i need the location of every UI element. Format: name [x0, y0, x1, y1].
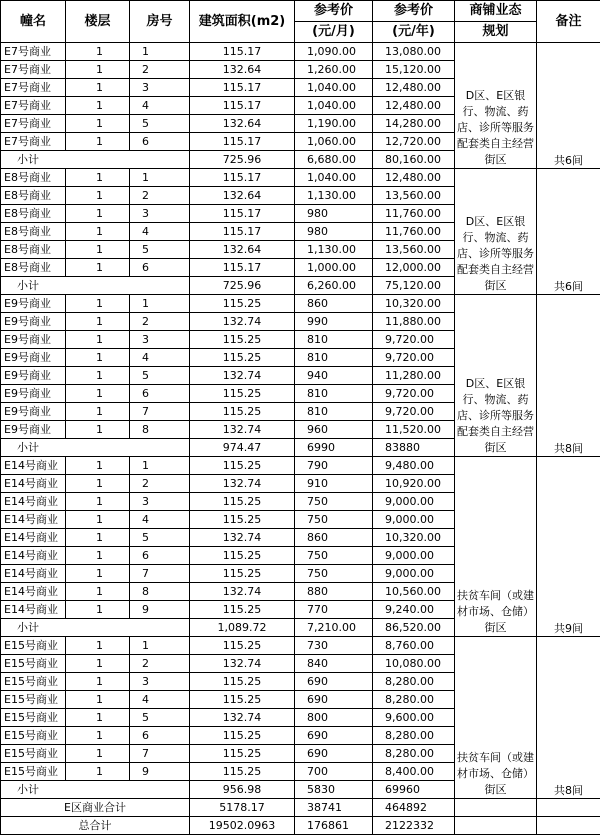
yearly-price-cell: 9,000.00: [373, 493, 455, 511]
monthly-price-cell: 1,060.00: [295, 133, 373, 151]
monthly-price-cell: 980: [295, 223, 373, 241]
district-total-row: [1, 799, 600, 817]
area-cell: 115.25: [190, 745, 295, 763]
building-name-cell: E8号商业: [1, 205, 66, 223]
room-number-cell: 5: [130, 367, 190, 385]
yearly-price-cell: 9,720.00: [373, 403, 455, 421]
table-row: [1, 457, 600, 475]
area-cell: 132.64: [190, 115, 295, 133]
monthly-price-cell: 750: [295, 547, 373, 565]
monthly-price-cell: 790: [295, 457, 373, 475]
table-row: [1, 169, 600, 187]
district-total-monthly: 38741: [295, 799, 373, 817]
yearly-price-cell: 10,320.00: [373, 529, 455, 547]
header-note: 备注: [537, 1, 600, 43]
building-name-cell: E9号商业: [1, 367, 66, 385]
table-header: [1, 1, 600, 43]
subtotal-monthly: 6,680.00: [295, 151, 373, 169]
area-cell: 132.64: [190, 241, 295, 259]
yearly-price-cell: 8,400.00: [373, 763, 455, 781]
building-name-cell: E15号商业: [1, 655, 66, 673]
yearly-price-cell: 8,760.00: [373, 637, 455, 655]
subtotal-area: 725.96: [190, 151, 295, 169]
monthly-price-cell: 1,090.00: [295, 43, 373, 61]
monthly-price-cell: 990: [295, 313, 373, 331]
floor-cell: 1: [66, 565, 130, 583]
monthly-price-cell: 1,130.00: [295, 187, 373, 205]
subtotal-monthly: 6990: [295, 439, 373, 457]
floor-cell: 1: [66, 259, 130, 277]
yearly-price-cell: 10,080.00: [373, 655, 455, 673]
building-name-cell: E15号商业: [1, 691, 66, 709]
yearly-price-cell: 14,280.00: [373, 115, 455, 133]
area-cell: 132.74: [190, 529, 295, 547]
district-total-plan-blank: [455, 799, 537, 817]
yearly-price-cell: 9,000.00: [373, 511, 455, 529]
room-number-cell: 3: [130, 673, 190, 691]
monthly-price-cell: 750: [295, 493, 373, 511]
area-cell: 132.74: [190, 709, 295, 727]
monthly-price-cell: 980: [295, 205, 373, 223]
room-number-cell: 1: [130, 637, 190, 655]
subtotal-yearly: 86,520.00: [373, 619, 455, 637]
floor-cell: 1: [66, 475, 130, 493]
area-cell: 115.25: [190, 727, 295, 745]
header-plan: 商铺业态: [455, 1, 537, 22]
building-name-cell: E8号商业: [1, 187, 66, 205]
subtotal-monthly: 5830: [295, 781, 373, 799]
subtotal-yearly: 75,120.00: [373, 277, 455, 295]
room-number-cell: 6: [130, 385, 190, 403]
room-number-cell: 5: [130, 115, 190, 133]
monthly-price-cell: 750: [295, 511, 373, 529]
building-name-cell: E15号商业: [1, 709, 66, 727]
subtotal-monthly: 6,260.00: [295, 277, 373, 295]
yearly-price-cell: 9,000.00: [373, 565, 455, 583]
floor-cell: 1: [66, 43, 130, 61]
room-number-cell: 5: [130, 241, 190, 259]
floor-cell: 1: [66, 313, 130, 331]
note-cell: 共6间: [537, 169, 600, 295]
floor-cell: 1: [66, 691, 130, 709]
monthly-price-cell: 1,040.00: [295, 169, 373, 187]
yearly-price-cell: 11,760.00: [373, 223, 455, 241]
room-number-cell: 7: [130, 565, 190, 583]
subtotal-area: 956.98: [190, 781, 295, 799]
note-cell: 共8间: [537, 295, 600, 457]
grand-total-row: [1, 817, 600, 835]
area-cell: 132.64: [190, 187, 295, 205]
monthly-price-cell: 700: [295, 763, 373, 781]
yearly-price-cell: 9,000.00: [373, 547, 455, 565]
floor-cell: 1: [66, 763, 130, 781]
monthly-price-cell: 1,040.00: [295, 79, 373, 97]
yearly-price-cell: 11,880.00: [373, 313, 455, 331]
subtotal-label: 小计: [1, 781, 190, 799]
area-cell: 132.74: [190, 367, 295, 385]
monthly-price-cell: 960: [295, 421, 373, 439]
room-number-cell: 4: [130, 511, 190, 529]
area-cell: 115.25: [190, 295, 295, 313]
monthly-price-cell: 810: [295, 349, 373, 367]
subtotal-monthly: 7,210.00: [295, 619, 373, 637]
subtotal-area: 725.96: [190, 277, 295, 295]
room-number-cell: 6: [130, 727, 190, 745]
yearly-price-cell: 8,280.00: [373, 673, 455, 691]
table-body: [1, 43, 600, 835]
monthly-price-cell: 910: [295, 475, 373, 493]
area-cell: 115.17: [190, 79, 295, 97]
area-cell: 115.17: [190, 97, 295, 115]
floor-cell: 1: [66, 241, 130, 259]
room-number-cell: 2: [130, 187, 190, 205]
floor-cell: 1: [66, 709, 130, 727]
building-name-cell: E14号商业: [1, 511, 66, 529]
monthly-price-cell: 800: [295, 709, 373, 727]
building-name-cell: E15号商业: [1, 727, 66, 745]
monthly-price-cell: 750: [295, 565, 373, 583]
room-number-cell: 6: [130, 259, 190, 277]
room-number-cell: 4: [130, 691, 190, 709]
building-name-cell: E8号商业: [1, 169, 66, 187]
monthly-price-cell: 860: [295, 295, 373, 313]
district-total-yearly: 464892: [373, 799, 455, 817]
business-plan-cell: D区、E区银行、物流、药店、诊所等服务配套类自主经营街区: [455, 295, 537, 457]
yearly-price-cell: 13,080.00: [373, 43, 455, 61]
header-price-year-unit: (元/年): [373, 22, 455, 43]
floor-cell: 1: [66, 655, 130, 673]
room-number-cell: 1: [130, 295, 190, 313]
room-number-cell: 1: [130, 43, 190, 61]
area-cell: 115.25: [190, 763, 295, 781]
subtotal-label: 小计: [1, 619, 190, 637]
floor-cell: 1: [66, 349, 130, 367]
header-plan-sub: 规划: [455, 22, 537, 43]
yearly-price-cell: 11,760.00: [373, 205, 455, 223]
area-cell: 115.25: [190, 493, 295, 511]
building-name-cell: E9号商业: [1, 403, 66, 421]
grand-total-note-blank: [537, 817, 600, 835]
business-plan-cell: D区、E区银行、物流、药店、诊所等服务配套类自主经营街区: [455, 43, 537, 169]
room-number-cell: 6: [130, 547, 190, 565]
area-cell: 132.74: [190, 421, 295, 439]
header-price-month-unit: (元/月): [295, 22, 373, 43]
floor-cell: 1: [66, 367, 130, 385]
building-name-cell: E14号商业: [1, 583, 66, 601]
building-name-cell: E15号商业: [1, 745, 66, 763]
room-number-cell: 8: [130, 583, 190, 601]
header-room: 房号: [130, 1, 190, 43]
yearly-price-cell: 9,480.00: [373, 457, 455, 475]
monthly-price-cell: 810: [295, 331, 373, 349]
area-cell: 132.74: [190, 475, 295, 493]
area-cell: 115.25: [190, 691, 295, 709]
area-cell: 132.74: [190, 313, 295, 331]
subtotal-area: 974.47: [190, 439, 295, 457]
building-name-cell: E14号商业: [1, 475, 66, 493]
room-number-cell: 7: [130, 745, 190, 763]
room-number-cell: 1: [130, 457, 190, 475]
yearly-price-cell: 11,280.00: [373, 367, 455, 385]
yearly-price-cell: 9,600.00: [373, 709, 455, 727]
building-name-cell: E15号商业: [1, 763, 66, 781]
building-name-cell: E7号商业: [1, 43, 66, 61]
room-number-cell: 3: [130, 331, 190, 349]
header-price-month: 参考价: [295, 1, 373, 22]
subtotal-yearly: 83880: [373, 439, 455, 457]
area-cell: 115.25: [190, 673, 295, 691]
grand-total-yearly: 2122332: [373, 817, 455, 835]
yearly-price-cell: 9,720.00: [373, 349, 455, 367]
room-number-cell: 1: [130, 169, 190, 187]
monthly-price-cell: 940: [295, 367, 373, 385]
building-name-cell: E7号商业: [1, 133, 66, 151]
district-total-area: 5178.17: [190, 799, 295, 817]
floor-cell: 1: [66, 79, 130, 97]
floor-cell: 1: [66, 187, 130, 205]
building-name-cell: E14号商业: [1, 493, 66, 511]
yearly-price-cell: 8,280.00: [373, 727, 455, 745]
monthly-price-cell: 690: [295, 691, 373, 709]
building-name-cell: E7号商业: [1, 61, 66, 79]
yearly-price-cell: 13,560.00: [373, 241, 455, 259]
grand-total-monthly: 176861: [295, 817, 373, 835]
monthly-price-cell: 1,190.00: [295, 115, 373, 133]
yearly-price-cell: 12,000.00: [373, 259, 455, 277]
yearly-price-cell: 15,120.00: [373, 61, 455, 79]
subtotal-label: 小计: [1, 439, 190, 457]
floor-cell: 1: [66, 529, 130, 547]
room-number-cell: 3: [130, 493, 190, 511]
building-name-cell: E8号商业: [1, 241, 66, 259]
grand-total-area: 19502.0963: [190, 817, 295, 835]
header-price-year: 参考价: [373, 1, 455, 22]
subtotal-yearly: 80,160.00: [373, 151, 455, 169]
floor-cell: 1: [66, 295, 130, 313]
monthly-price-cell: 810: [295, 385, 373, 403]
building-name-cell: E8号商业: [1, 259, 66, 277]
monthly-price-cell: 690: [295, 673, 373, 691]
yearly-price-cell: 10,560.00: [373, 583, 455, 601]
area-cell: 115.25: [190, 403, 295, 421]
area-cell: 115.25: [190, 457, 295, 475]
building-name-cell: E7号商业: [1, 97, 66, 115]
yearly-price-cell: 12,720.00: [373, 133, 455, 151]
yearly-price-cell: 12,480.00: [373, 169, 455, 187]
floor-cell: 1: [66, 673, 130, 691]
yearly-price-cell: 9,720.00: [373, 385, 455, 403]
floor-cell: 1: [66, 205, 130, 223]
area-cell: 132.74: [190, 583, 295, 601]
yearly-price-cell: 10,320.00: [373, 295, 455, 313]
floor-cell: 1: [66, 583, 130, 601]
room-number-cell: 8: [130, 421, 190, 439]
area-cell: 115.25: [190, 565, 295, 583]
monthly-price-cell: 1,040.00: [295, 97, 373, 115]
floor-cell: 1: [66, 223, 130, 241]
room-number-cell: 4: [130, 97, 190, 115]
building-name-cell: E7号商业: [1, 115, 66, 133]
area-cell: 132.74: [190, 655, 295, 673]
floor-cell: 1: [66, 331, 130, 349]
floor-cell: 1: [66, 97, 130, 115]
subtotal-yearly: 69960: [373, 781, 455, 799]
note-cell: 共9间: [537, 457, 600, 637]
yearly-price-cell: 8,280.00: [373, 691, 455, 709]
yearly-price-cell: 9,240.00: [373, 601, 455, 619]
building-name-cell: E9号商业: [1, 349, 66, 367]
yearly-price-cell: 8,280.00: [373, 745, 455, 763]
floor-cell: 1: [66, 637, 130, 655]
area-cell: 115.25: [190, 385, 295, 403]
area-cell: 115.25: [190, 511, 295, 529]
room-number-cell: 3: [130, 79, 190, 97]
monthly-price-cell: 880: [295, 583, 373, 601]
subtotal-label: 小计: [1, 277, 190, 295]
monthly-price-cell: 690: [295, 727, 373, 745]
business-plan-cell: D区、E区银行、物流、药店、诊所等服务配套类自主经营街区: [455, 169, 537, 295]
room-number-cell: 2: [130, 61, 190, 79]
note-cell: 共6间: [537, 43, 600, 169]
building-name-cell: E9号商业: [1, 421, 66, 439]
grand-total-plan-blank: [455, 817, 537, 835]
floor-cell: 1: [66, 133, 130, 151]
building-name-cell: E14号商业: [1, 457, 66, 475]
grand-total-label: 总合计: [1, 817, 190, 835]
business-plan-cell: 扶贫车间（或建材市场、仓储）街区: [455, 457, 537, 637]
floor-cell: 1: [66, 115, 130, 133]
area-cell: 115.25: [190, 637, 295, 655]
building-name-cell: E9号商业: [1, 313, 66, 331]
monthly-price-cell: 810: [295, 403, 373, 421]
floor-cell: 1: [66, 61, 130, 79]
floor-cell: 1: [66, 547, 130, 565]
area-cell: 115.25: [190, 331, 295, 349]
floor-cell: 1: [66, 745, 130, 763]
monthly-price-cell: 690: [295, 745, 373, 763]
header-floor: 楼层: [66, 1, 130, 43]
yearly-price-cell: 12,480.00: [373, 97, 455, 115]
area-cell: 115.17: [190, 43, 295, 61]
building-name-cell: E15号商业: [1, 637, 66, 655]
monthly-price-cell: 1,000.00: [295, 259, 373, 277]
table-row: [1, 43, 600, 61]
floor-cell: 1: [66, 385, 130, 403]
district-total-label: E区商业合计: [1, 799, 190, 817]
header-area: 建筑面积(m2): [190, 1, 295, 43]
yearly-price-cell: 13,560.00: [373, 187, 455, 205]
building-name-cell: E14号商业: [1, 601, 66, 619]
room-number-cell: 2: [130, 655, 190, 673]
area-cell: 115.25: [190, 601, 295, 619]
room-number-cell: 5: [130, 529, 190, 547]
building-name-cell: E8号商业: [1, 223, 66, 241]
monthly-price-cell: 1,130.00: [295, 241, 373, 259]
floor-cell: 1: [66, 493, 130, 511]
building-name-cell: E15号商业: [1, 673, 66, 691]
note-cell: 共8间: [537, 637, 600, 799]
floor-cell: 1: [66, 403, 130, 421]
area-cell: 115.17: [190, 223, 295, 241]
room-number-cell: 6: [130, 133, 190, 151]
floor-cell: 1: [66, 601, 130, 619]
building-name-cell: E9号商业: [1, 385, 66, 403]
subtotal-area: 1,089.72: [190, 619, 295, 637]
floor-cell: 1: [66, 169, 130, 187]
area-cell: 132.64: [190, 61, 295, 79]
room-number-cell: 3: [130, 205, 190, 223]
monthly-price-cell: 840: [295, 655, 373, 673]
building-name-cell: E7号商业: [1, 79, 66, 97]
floor-cell: 1: [66, 421, 130, 439]
area-cell: 115.25: [190, 547, 295, 565]
area-cell: 115.25: [190, 349, 295, 367]
building-name-cell: E9号商业: [1, 331, 66, 349]
monthly-price-cell: 1,260.00: [295, 61, 373, 79]
floor-cell: 1: [66, 727, 130, 745]
area-cell: 115.17: [190, 205, 295, 223]
building-name-cell: E14号商业: [1, 529, 66, 547]
floor-cell: 1: [66, 457, 130, 475]
subtotal-label: 小计: [1, 151, 190, 169]
room-number-cell: 7: [130, 403, 190, 421]
room-number-cell: 4: [130, 349, 190, 367]
yearly-price-cell: 10,920.00: [373, 475, 455, 493]
district-total-note-blank: [537, 799, 600, 817]
room-number-cell: 4: [130, 223, 190, 241]
room-number-cell: 2: [130, 475, 190, 493]
room-number-cell: 5: [130, 709, 190, 727]
area-cell: 115.17: [190, 259, 295, 277]
building-name-cell: E14号商业: [1, 547, 66, 565]
monthly-price-cell: 860: [295, 529, 373, 547]
yearly-price-cell: 11,520.00: [373, 421, 455, 439]
building-name-cell: E9号商业: [1, 295, 66, 313]
building-name-cell: E14号商业: [1, 565, 66, 583]
header-building: 幢名: [1, 1, 66, 43]
area-cell: 115.17: [190, 169, 295, 187]
monthly-price-cell: 770: [295, 601, 373, 619]
monthly-price-cell: 730: [295, 637, 373, 655]
business-plan-cell: 扶贫车间（或建材市场、仓储）街区: [455, 637, 537, 799]
floor-cell: 1: [66, 511, 130, 529]
yearly-price-cell: 12,480.00: [373, 79, 455, 97]
room-number-cell: 9: [130, 763, 190, 781]
area-cell: 115.17: [190, 133, 295, 151]
table-row: [1, 637, 600, 655]
table-row: [1, 295, 600, 313]
yearly-price-cell: 9,720.00: [373, 331, 455, 349]
room-number-cell: 9: [130, 601, 190, 619]
room-number-cell: 2: [130, 313, 190, 331]
